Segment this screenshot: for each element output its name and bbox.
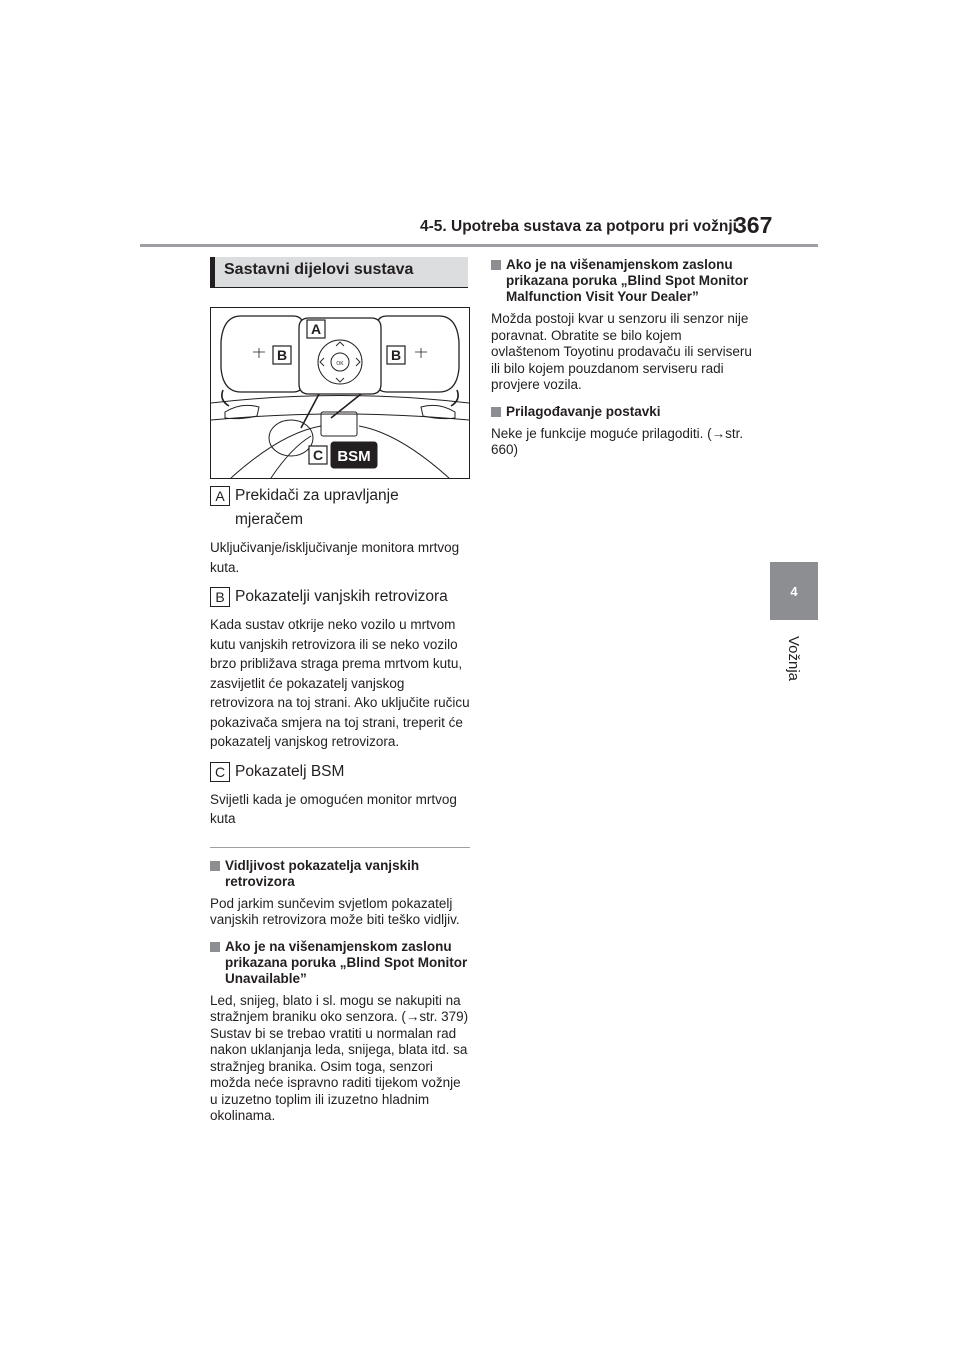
bullet-square-icon bbox=[491, 260, 501, 270]
note-heading: Ako je na višenamjenskom zaslonu prikazana poruka „Blind Spot Monitor Malfunction Visit Your Dealer” bbox=[506, 257, 749, 304]
section-header-title: 4-5. Upotreba sustava za potporu pri vožnji bbox=[420, 218, 737, 235]
callout-desc-c: Svijetli kada je omogućen monitor mrtvog kuta bbox=[210, 791, 457, 826]
note-text: Pod jarkim sunčevim svjetlom pokazatelj vanjskih retrovizora može biti teško vidljiv. bbox=[210, 895, 460, 927]
section-banner-title: Sastavni dijelovi sustava bbox=[224, 261, 414, 278]
banner-accent-bar bbox=[210, 257, 215, 287]
note-heading: Ako je na višenamjenskom zaslonu prikazana poruka „Blind Spot Monitor Unavailable” bbox=[225, 938, 468, 986]
note-heading: Vidljivost pokazatelja vanjskih retrovizora bbox=[225, 857, 420, 889]
callout-title-b: Pokazatelji vanjskih retrovizora bbox=[235, 588, 448, 605]
left-mirror bbox=[225, 405, 259, 418]
note-malfunction bbox=[491, 257, 753, 394]
chapter-number-tab: 4 bbox=[770, 562, 818, 620]
ok-label: OK bbox=[336, 361, 344, 367]
chapter-label: Vožnja bbox=[785, 635, 803, 681]
bsm-label: BSM bbox=[337, 448, 371, 465]
callout-letter-b: B bbox=[210, 587, 230, 607]
bullet-square-icon bbox=[491, 407, 501, 417]
dashboard-illustration bbox=[210, 307, 470, 479]
callout-a bbox=[210, 484, 470, 577]
callout-c bbox=[210, 760, 470, 829]
steering-wheel bbox=[269, 420, 313, 456]
notes-divider bbox=[210, 847, 470, 848]
callout-desc-a: Uključivanje/isključivanje monitora mrtvog kuta. bbox=[210, 540, 460, 575]
callout-title-a: Prekidači za upravljanje mjeračem bbox=[235, 487, 399, 528]
header-divider bbox=[140, 244, 818, 247]
callout-b bbox=[210, 585, 470, 752]
bullet-square-icon bbox=[210, 942, 220, 952]
page-number: 367 bbox=[734, 212, 773, 238]
note-unavailable bbox=[210, 939, 470, 1125]
label-b-right: B bbox=[390, 347, 402, 363]
callout-letter-a: A bbox=[210, 486, 230, 506]
note-visibility bbox=[210, 858, 470, 929]
callout-letter-c: C bbox=[210, 762, 230, 782]
dash-top-line bbox=[211, 396, 469, 404]
right-mirror bbox=[421, 405, 455, 418]
label-b-left: B bbox=[276, 347, 288, 363]
callout-title-c: Pokazatelj BSM bbox=[235, 762, 345, 780]
bullet-square-icon bbox=[210, 861, 220, 871]
dashboard-illustration-drawing bbox=[211, 308, 469, 478]
label-c: C bbox=[312, 447, 324, 463]
note-heading: Prilagođavanje postavki bbox=[506, 403, 661, 419]
note-text: Neke je funkcije moguće prilagoditi. (→str. 660) bbox=[491, 425, 744, 457]
left-column bbox=[210, 480, 470, 1125]
label-a: A bbox=[310, 321, 322, 337]
right-column bbox=[491, 257, 753, 459]
note-text: Možda postoji kvar u senzoru ili senzor nije poravnat. Obratite se bilo kojem ovlaštenom Toyotinu prodavaču ili serviseru ili bilo kojem pouzdanom serviseru radi provjere vozila. bbox=[491, 311, 752, 392]
callout-desc-b: Kada sustav otkrije neko vozilo u mrtvom kutu vanjskih retrovizora ili se neko vozilo brzo približava straga prema mrtvom kutu, zasvijetlit će pokazatelj vanjskog retrovizora na toj strani. Ako uključite ručicu pokazivača smjera na toj strani, treperit će pokazatelj vanjskog retrovizora. bbox=[210, 617, 470, 749]
note-text: Led, snijeg, blato i sl. mogu se nakupiti na stražnjem braniku oko senzora. (→str. 379) Sustav bi se trebao vratiti u normalan rad nakon uklanjanja leda, snijega, blata itd. sa stražnjeg branika. Osim toga, senzori možda neće ispravno raditi tijekom vožnje u izuzetno toplim ili izuzetno hladnim okolinama. bbox=[210, 992, 469, 1123]
center-screen bbox=[321, 412, 357, 436]
section-banner bbox=[210, 257, 468, 288]
note-customization bbox=[491, 404, 753, 459]
